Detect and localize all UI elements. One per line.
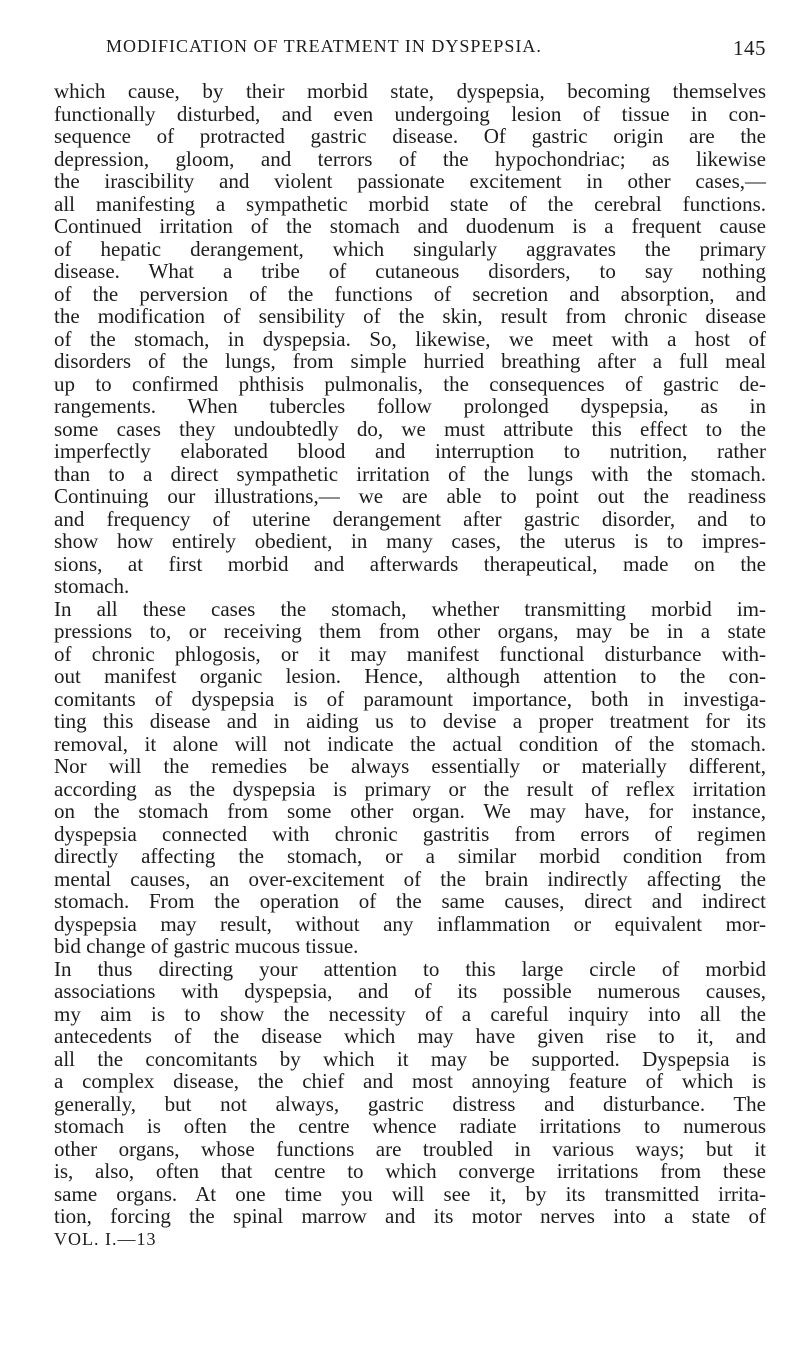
paragraph-end-line: stomach. [54, 574, 130, 598]
text-line: Continued irritation of the stomach and duodenum is a frequent cause [54, 214, 766, 238]
text-line: up to confirmed phthisis pulmonalis, the consequences of gastric de- [54, 371, 766, 396]
text-line: all the concomitants by which it may be supported. Dyspepsia is [54, 1046, 766, 1071]
text-line: disease. What a tribe of cutaneous disorders, to say nothing [54, 259, 766, 283]
text-line: a complex disease, the chief and most annoying feature of which is [54, 1069, 766, 1093]
text-line: the modification of sensibility of the skin, result from chronic disease [54, 304, 766, 328]
text-line: show how entirely obedient, in many cases, the uterus is to impres- [54, 529, 766, 553]
text-line: depression, gloom, and terrors of the hypochondriac; as likewise [54, 146, 766, 171]
text-line: sequence of protracted gastric disease. Of gastric origin are the [54, 124, 766, 148]
text-line: functionally disturbed, and even undergoing lesion of tissue in con- [54, 101, 766, 126]
text-line: the irascibility and violent passionate excitement in other cases,— [54, 169, 766, 193]
text-line: same organs. At one time you will see it, by its transmitted irrita- [54, 1181, 766, 1206]
book-page [54, 36, 766, 1250]
text-line: dyspepsia may result, without any inflammation or equivalent mor- [54, 911, 766, 936]
text-line: all manifesting a sympathetic morbid state of the cerebral functions. [54, 191, 766, 216]
text-line: of the stomach, in dyspepsia. So, likewise, we meet with a host of [54, 326, 766, 351]
text-line: Nor will the remedies be always essentially or materially different, [54, 754, 766, 778]
text-line: stomach is often the centre whence radiate irritations to numerous [54, 1114, 766, 1138]
text-line: of hepatic derangement, which singularly aggravates the primary [54, 236, 766, 261]
text-line: associations with dyspepsia, and of its possible numerous causes, [54, 979, 766, 1003]
text-line: tion, forcing the spinal marrow and its motor nerves into a state of [54, 1204, 766, 1228]
text-line: pressions to, or receiving them from other organs, may be in a state [54, 619, 766, 643]
text-line: antecedents of the disease which may have given rise to it, and [54, 1024, 766, 1048]
text-line: other organs, whose functions are troubled in various ways; but it [54, 1136, 766, 1161]
text-line: out manifest organic lesion. Hence, although attention to the con- [54, 664, 766, 688]
body-text [54, 80, 766, 1250]
text-line: removal, it alone will not indicate the actual condition of the stomach. [54, 731, 766, 756]
paragraph-end-line: bid change of gastric mucous tissue. [54, 934, 359, 958]
text-line: mental causes, an over-excitement of the brain indirectly affecting the [54, 866, 766, 891]
text-line: and frequency of uterine derangement after gastric disorder, and to [54, 506, 766, 531]
signature-mark: VOL. I.—13 [54, 1228, 157, 1249]
text-line: than to a direct sympathetic irritation of the lungs with the stomach. [54, 461, 766, 486]
paragraph-start-line: In all these cases the stomach, whether transmitting morbid im- [54, 596, 766, 621]
text-line: imperfectly elaborated blood and interruption to nutrition, rather [54, 439, 766, 463]
text-line: some cases they undoubtedly do, we must attribute this effect to the [54, 416, 766, 441]
text-line: of chronic phlogosis, or it may manifest functional disturbance with- [54, 641, 766, 666]
text-line: according as the dyspepsia is primary or the result of reflex irritation [54, 776, 766, 801]
text-line: of the perversion of the functions of secretion and absorption, and [54, 281, 766, 306]
text-line: dyspepsia connected with chronic gastritis from errors of regimen [54, 821, 766, 846]
text-line: rangements. When tubercles follow prolonged dyspepsia, as in [54, 394, 766, 418]
text-line: generally, but not always, gastric distress and disturbance. The [54, 1091, 766, 1116]
text-line: on the stomach from some other organ. We may have, for instance, [54, 799, 766, 823]
text-line: directly affecting the stomach, or a similar morbid condition from [54, 844, 766, 868]
text-line: my aim is to show the necessity of a careful inquiry into all the [54, 1001, 766, 1026]
running-head [54, 36, 766, 66]
text-line: Continuing our illustrations,— we are able to point out the readiness [54, 484, 766, 508]
text-line: sions, at first morbid and afterwards therapeutical, made on the [54, 551, 766, 576]
paragraph-start-line: In thus directing your attention to this large circle of morbid [54, 956, 766, 981]
text-line: which cause, by their morbid state, dyspepsia, becoming themselves [54, 79, 766, 103]
text-line: is, also, often that centre to which converge irritations from these [54, 1159, 766, 1183]
page-number: 145 [733, 36, 766, 60]
text-line: comitants of dyspepsia is of paramount importance, both in investiga- [54, 686, 766, 711]
text-line: disorders of the lungs, from simple hurried breathing after a full meal [54, 349, 766, 373]
text-line: stomach. From the operation of the same causes, direct and indirect [54, 889, 766, 913]
running-title: MODIFICATION OF TREATMENT IN DYSPEPSIA. [106, 36, 542, 56]
text-line: ting this disease and in aiding us to devise a proper treatment for its [54, 709, 766, 733]
